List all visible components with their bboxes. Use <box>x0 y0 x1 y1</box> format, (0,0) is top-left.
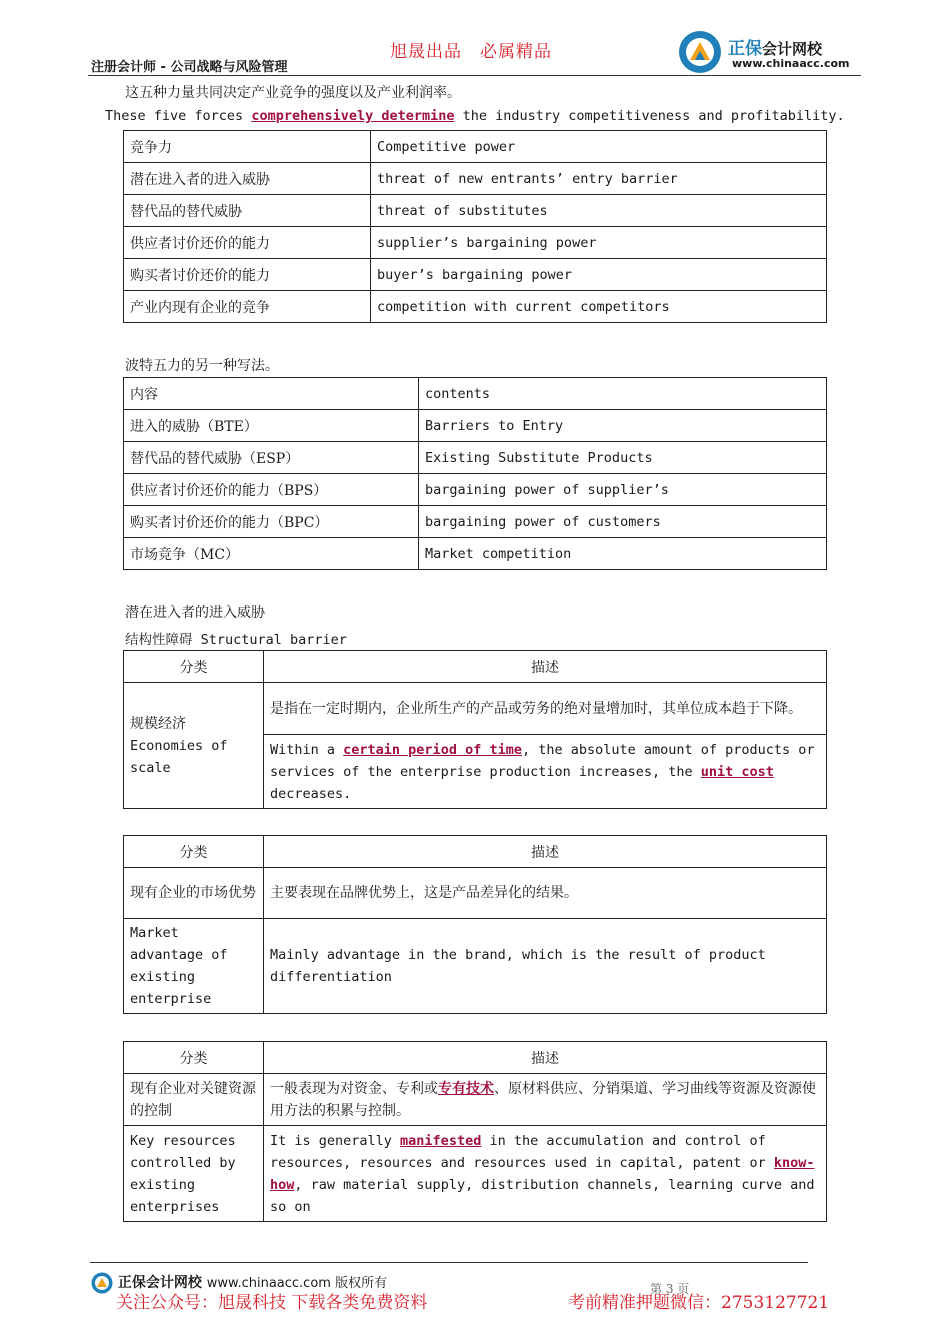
desc-en-part3: , raw material supply, distribution channels, learning curve and so on <box>270 1176 815 1215</box>
table-cell-cn: 供应者讨价还价的能力 <box>124 227 371 259</box>
col-description-header: 描述 <box>264 836 827 868</box>
col-description-header: 描述 <box>264 1042 827 1074</box>
porter-alt-table <box>123 377 827 570</box>
table-cell-en: bargaining power of customers <box>419 506 827 538</box>
table-row <box>124 474 827 506</box>
table-cell-en: Existing Substitute Products <box>419 442 827 474</box>
col-category-header: 分类 <box>124 836 264 868</box>
table-cell-en: buyer’s bargaining power <box>371 259 827 291</box>
table-cell-en: Barriers to Entry <box>419 410 827 442</box>
table-cell-cn: 供应者讨价还价的能力（BPS） <box>124 474 419 506</box>
category-en: Key resources controlled by existing enterprises <box>124 1126 264 1222</box>
category-en: Economies of scale <box>130 737 228 776</box>
desc-en-underlined-1: certain period of time <box>343 741 522 758</box>
category-en: Market advantage of existing enterprise <box>124 919 264 1014</box>
category-cn: 现有企业对关键资源的控制 <box>124 1074 264 1126</box>
table-row <box>124 378 827 410</box>
entry-heading: 潜在进入者的进入威胁 <box>125 605 265 621</box>
table-cell-cn: 竞争力 <box>124 131 371 163</box>
table-cell-cn: 购买者讨价还价的能力 <box>124 259 371 291</box>
table-row <box>124 259 827 291</box>
logo-name <box>728 34 822 59</box>
intro-en-pre: These five forces <box>105 108 252 124</box>
header-divider <box>88 75 861 76</box>
promo-right: 考前精准押题微信：2753127721 <box>568 1293 830 1313</box>
col-category-header: 分类 <box>124 1042 264 1074</box>
promo-left: 关注公众号：旭晟科技 下载各类免费资料 <box>116 1293 428 1313</box>
table-cell-en: competition with current competitors <box>371 291 827 323</box>
table-row <box>124 131 827 163</box>
intro-en <box>105 108 845 124</box>
table-row <box>124 442 827 474</box>
table-cell-en: Competitive power <box>371 131 827 163</box>
desc-en-part1: Within a <box>270 741 344 758</box>
table-cell-cn: 替代品的替代威胁（ESP） <box>124 442 419 474</box>
logo-emblem-icon <box>678 30 722 74</box>
table-row <box>124 227 827 259</box>
intro-cn: 这五种力量共同决定产业竞争的强度以及产业利润率。 <box>125 85 461 101</box>
category-cell <box>124 683 264 809</box>
table-cell-cn: 潜在进入者的进入威胁 <box>124 163 371 195</box>
footer-logo-icon <box>91 1272 113 1294</box>
description-cn: 是指在一定时期内，企业所生产的产品或劳务的绝对量增加时，其单位成本趋于下降。 <box>264 683 827 735</box>
desc-cn-underlined: 专有技术 <box>438 1080 494 1097</box>
brand-logo <box>678 30 862 74</box>
table-cell-cn: 市场竞争（MC） <box>124 538 419 570</box>
running-header-course: 注册会计师 - 公司战略与风险管理 <box>91 60 288 75</box>
desc-en-part1: It is generally <box>270 1132 401 1149</box>
intro-en-underlined: comprehensively determine <box>251 108 455 124</box>
desc-en-part3: decreases. <box>270 785 352 802</box>
header-slogan-a: 旭晟出品 <box>390 42 462 62</box>
table-row <box>124 195 827 227</box>
table-cell-cn: 内容 <box>124 378 419 410</box>
description-en: Mainly advantage in the brand, which is the result of product differentiation <box>264 919 827 1014</box>
table-row <box>124 410 827 442</box>
table-cell-en: supplier’s bargaining power <box>371 227 827 259</box>
logo-name-sub: 会计网校 <box>762 40 823 58</box>
page-number: 第 3 页 <box>650 1282 690 1296</box>
description-en <box>264 735 827 809</box>
footer-divider <box>90 1262 808 1263</box>
key-resources-table <box>123 1041 827 1222</box>
table-cell-cn: 替代品的替代威胁 <box>124 195 371 227</box>
desc-en-part2: , the absolute amount of products or services of the enterprise production increases, the <box>270 741 815 780</box>
economies-of-scale-table <box>123 650 827 809</box>
market-advantage-table <box>123 835 827 1014</box>
structural-heading <box>125 628 347 648</box>
header-slogan <box>390 37 570 62</box>
header-slogan-b: 必属精品 <box>480 42 552 62</box>
footer-copyright: www.chinaacc.com 版权所有 <box>206 1276 388 1291</box>
desc-en-part2: in the accumulation and control of resources, resources and resources used in capital, patent or <box>270 1132 774 1171</box>
intro-en-post: the industry competitiveness and profitability. <box>454 108 845 124</box>
desc-en-underlined-2: know-how <box>270 1154 815 1193</box>
col-category-header: 分类 <box>124 651 264 683</box>
five-forces-table <box>123 130 827 323</box>
table-cell-en: bargaining power of supplier’s <box>419 474 827 506</box>
logo-name-main: 正保 <box>728 39 762 59</box>
table-row <box>124 538 827 570</box>
footer-logo-text: 正保会计网校 <box>117 1275 202 1291</box>
desc-cn-part2: 、原材料供应、分销渠道、学习曲线等资源及资源使用方法的积累与控制。 <box>270 1080 816 1119</box>
category-cn: 现有企业的市场优势 <box>124 868 264 919</box>
table-cell-cn: 进入的威胁（BTE） <box>124 410 419 442</box>
table-cell-en: threat of new entrants’ entry barrier <box>371 163 827 195</box>
structural-heading-text: 结构性障碍 Structural barrier <box>125 632 347 648</box>
table-cell-cn: 购买者讨价还价的能力（BPC） <box>124 506 419 538</box>
description-en <box>264 1126 827 1222</box>
table-row <box>124 291 827 323</box>
table-cell-cn: 产业内现有企业的竞争 <box>124 291 371 323</box>
desc-cn-part1: 一般表现为对资金、专利或 <box>270 1080 438 1097</box>
description-cn <box>264 1074 827 1126</box>
table-cell-en: contents <box>419 378 827 410</box>
table-row <box>124 506 827 538</box>
desc-en-underlined-2: unit cost <box>700 763 774 780</box>
table-cell-en: Market competition <box>419 538 827 570</box>
logo-url: www.chinaacc.com <box>732 57 850 70</box>
porter-heading: 波特五力的另一种写法。 <box>125 358 279 374</box>
category-cn: 规模经济 <box>130 715 186 732</box>
col-description-header: 描述 <box>264 651 827 683</box>
desc-en-underlined-1: manifested <box>400 1132 482 1149</box>
table-cell-en: threat of substitutes <box>371 195 827 227</box>
description-cn: 主要表现在品牌优势上，这是产品差异化的结果。 <box>264 868 827 919</box>
table-row <box>124 163 827 195</box>
